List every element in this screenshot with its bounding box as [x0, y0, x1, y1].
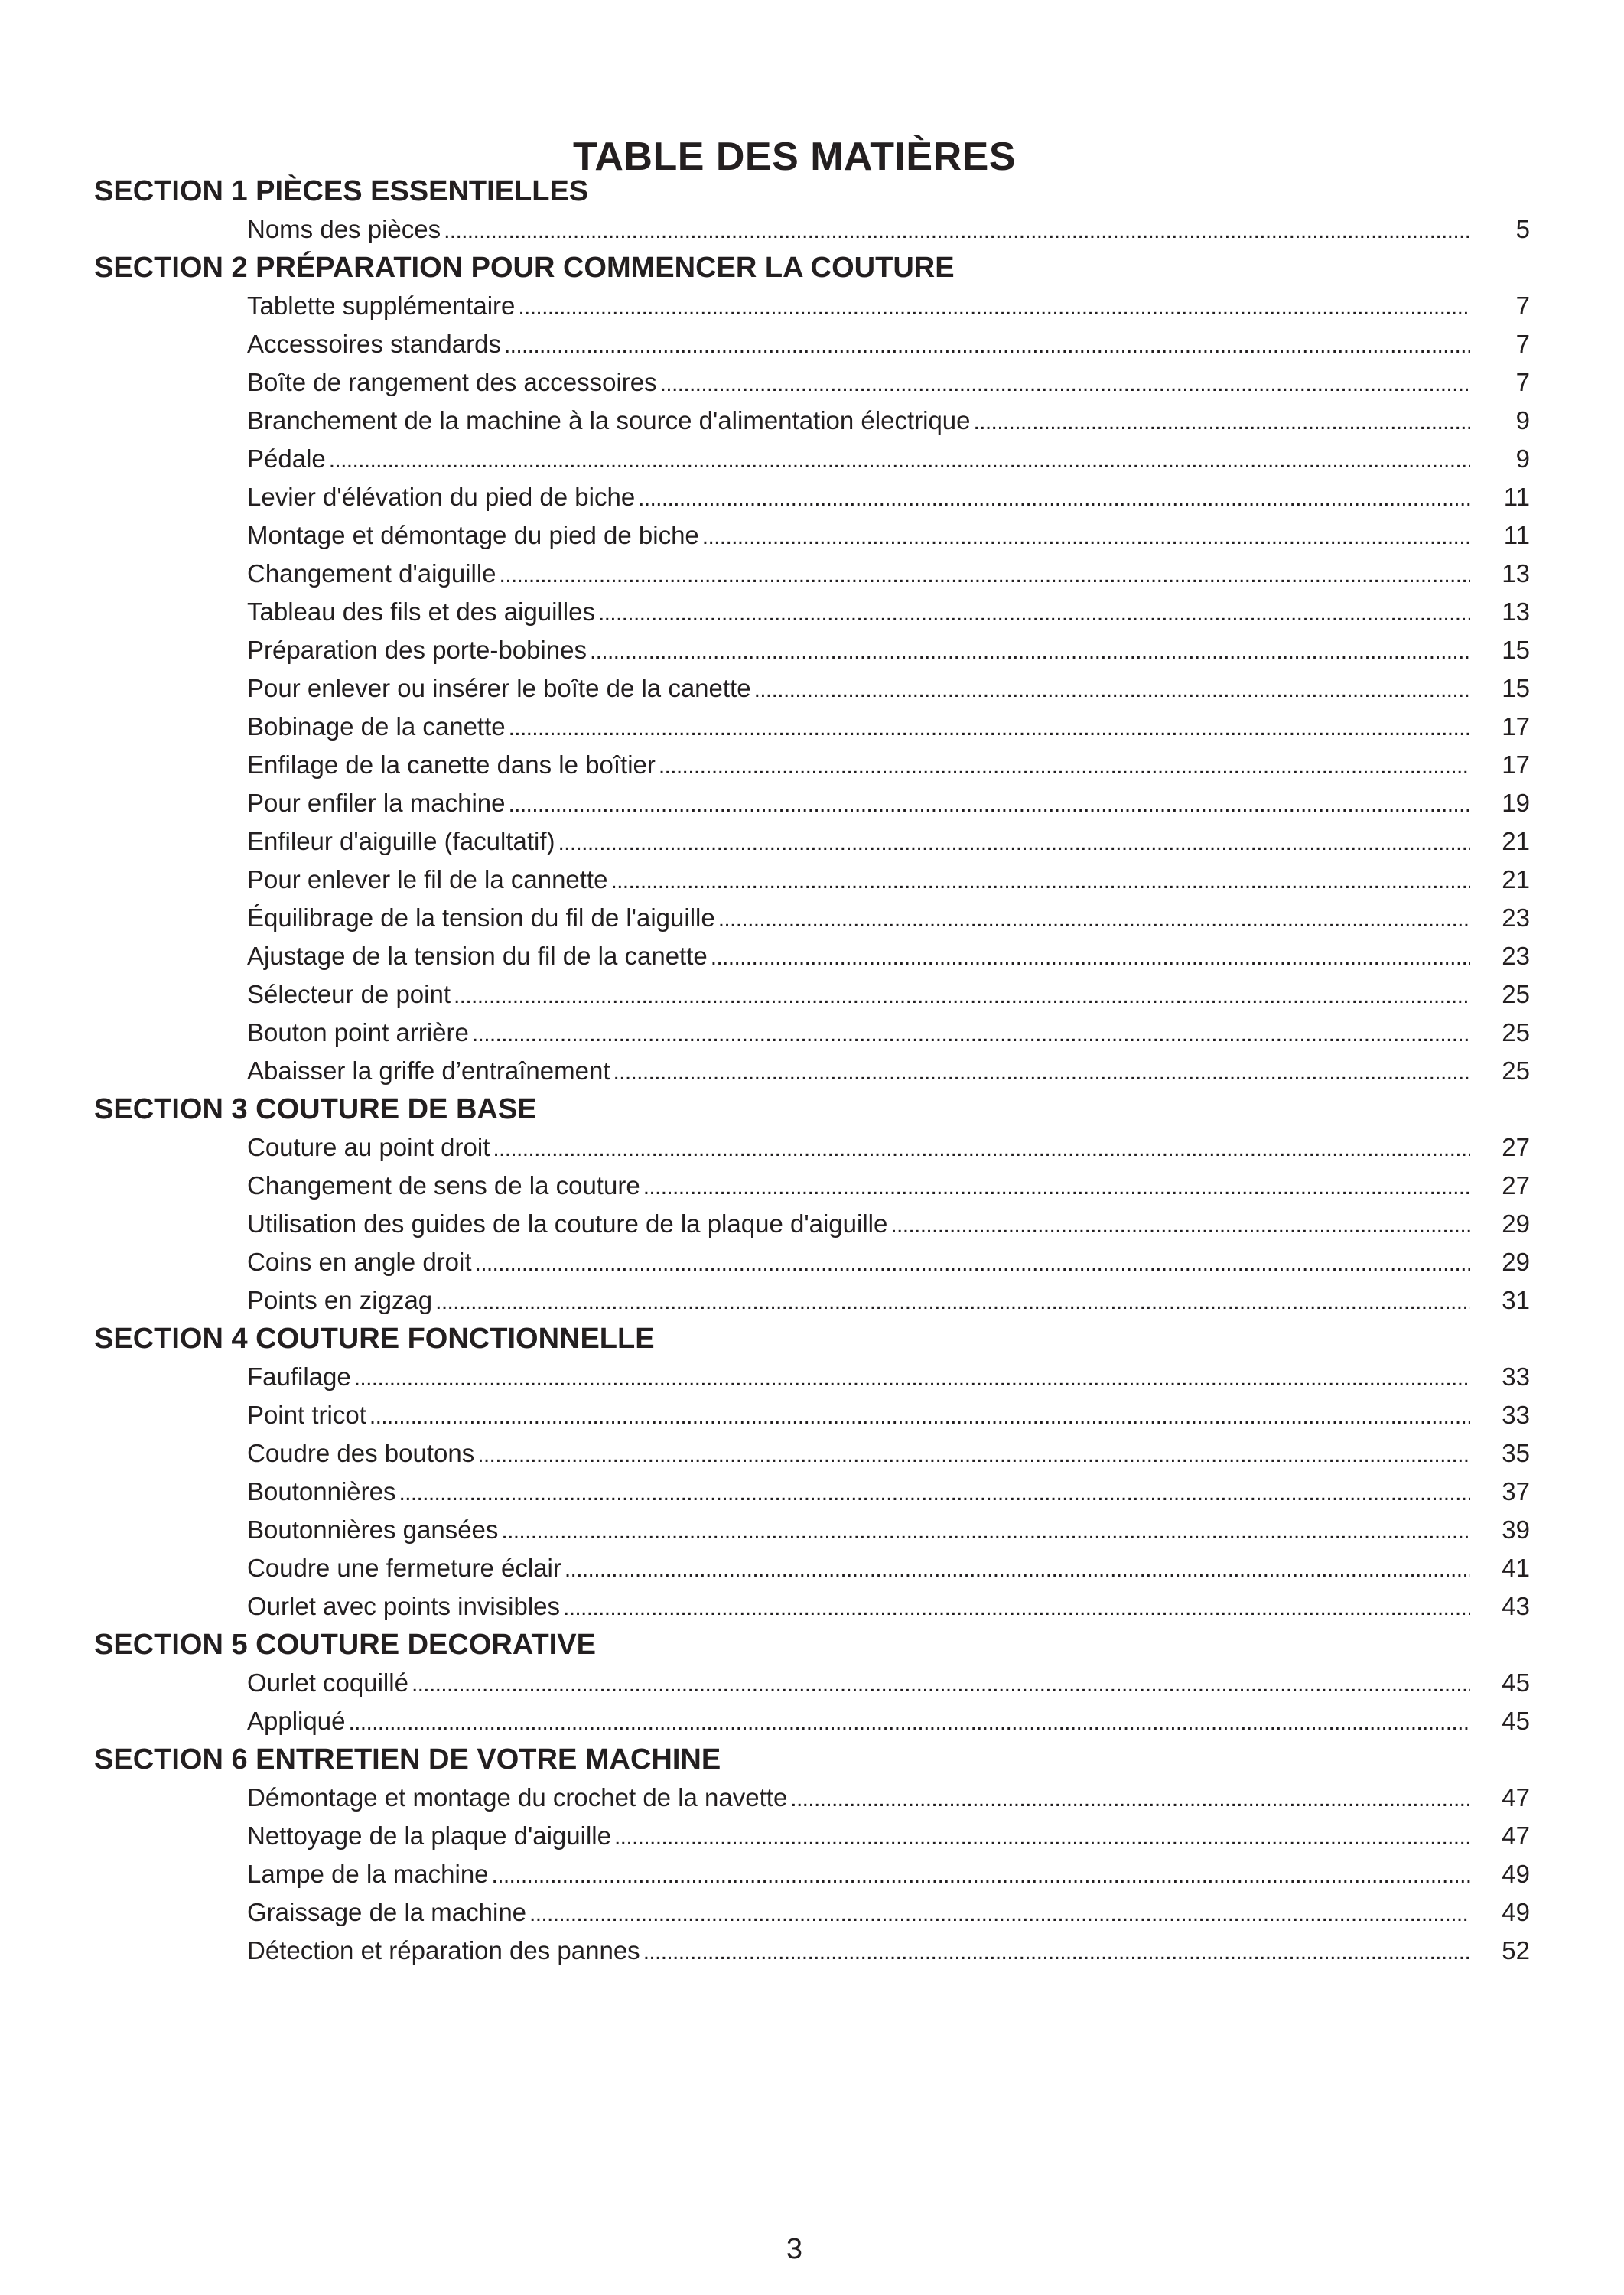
toc-entry-title: Enfileur d'aiguille (facultatif) — [247, 827, 555, 855]
dot-leader — [890, 1205, 1470, 1243]
dot-leader — [509, 708, 1470, 746]
toc-entry-title: Couture au point droit — [247, 1133, 490, 1161]
toc-entry-page: 52 — [1502, 1936, 1530, 1965]
toc-section — [94, 1626, 1530, 1740]
toc-entry-page: 37 — [1502, 1477, 1530, 1506]
toc-entry-page: 25 — [1502, 1056, 1530, 1085]
dot-leader — [444, 210, 1470, 249]
dot-leader — [500, 555, 1470, 593]
dot-leader — [614, 1817, 1470, 1855]
toc-entry — [247, 708, 1530, 746]
dot-leader — [590, 631, 1470, 669]
toc-entry — [247, 1014, 1530, 1052]
toc-entry-page: 29 — [1502, 1209, 1530, 1238]
toc-entry-page: 47 — [1502, 1821, 1530, 1850]
toc-entry-title: Faufilage — [247, 1362, 351, 1391]
toc-entry-page: 23 — [1502, 903, 1530, 932]
toc-entry — [247, 210, 1530, 249]
toc-entry-page: 13 — [1502, 597, 1530, 626]
dot-leader — [472, 1014, 1470, 1052]
toc-entry-page: 9 — [1515, 444, 1530, 473]
toc-entry-title: Coudre une fermeture éclair — [247, 1554, 561, 1582]
toc-entry-page: 5 — [1515, 215, 1530, 243]
dot-leader — [329, 440, 1470, 478]
toc-entry — [247, 861, 1530, 899]
toc-entry-title: Changement de sens de la couture — [247, 1171, 640, 1200]
toc-entry — [247, 899, 1530, 937]
dot-leader — [435, 1281, 1470, 1320]
toc-entry-page: 15 — [1502, 636, 1530, 664]
toc-entry-title: Accessoires standards — [247, 330, 501, 358]
dot-leader — [563, 1587, 1470, 1626]
dot-leader — [493, 1128, 1470, 1167]
toc-entry — [247, 1358, 1530, 1396]
toc-entry — [247, 1587, 1530, 1626]
toc-entry — [247, 1511, 1530, 1549]
toc-entry-title: Pour enlever ou insérer le boîte de la canette — [247, 674, 751, 702]
toc-entry — [247, 1205, 1530, 1243]
toc-entry — [247, 669, 1530, 708]
toc-section — [94, 249, 1530, 1090]
toc-entry-title: Lampe de la machine — [247, 1860, 489, 1888]
toc-entry-title: Utilisation des guides de la couture de la plaque d'aiguille — [247, 1209, 888, 1238]
dot-leader — [454, 975, 1470, 1014]
toc-entry-title: Levier d'élévation du pied de biche — [247, 483, 636, 511]
toc-entry-title: Coudre des boutons — [247, 1439, 475, 1467]
dot-leader — [598, 593, 1470, 631]
toc-entry-page: 45 — [1502, 1668, 1530, 1697]
dot-leader — [558, 822, 1471, 861]
dot-leader — [492, 1855, 1470, 1893]
toc-entry — [247, 937, 1530, 975]
toc-entry — [247, 1549, 1530, 1587]
toc-entry-page: 7 — [1515, 330, 1530, 358]
toc-entry-page: 47 — [1502, 1783, 1530, 1812]
dot-leader — [354, 1358, 1470, 1396]
toc-entry — [247, 631, 1530, 669]
dot-leader — [348, 1702, 1470, 1740]
toc-entry — [247, 1396, 1530, 1434]
toc-entry-page: 43 — [1502, 1592, 1530, 1620]
dot-leader — [565, 1549, 1470, 1587]
toc-entry-page: 13 — [1502, 559, 1530, 588]
dot-leader — [638, 478, 1470, 516]
toc-entry — [247, 1932, 1530, 1970]
dot-leader — [501, 1511, 1470, 1549]
toc-entry — [247, 1434, 1530, 1473]
toc-entry-title: Ourlet coquillé — [247, 1668, 408, 1697]
toc-entry — [247, 555, 1530, 593]
toc-entry-page: 21 — [1502, 827, 1530, 855]
toc-entry-title: Point tricot — [247, 1401, 366, 1429]
toc-entry-title: Ourlet avec points invisibles — [247, 1592, 561, 1620]
toc-entry — [247, 1779, 1530, 1817]
toc-entry — [247, 1128, 1530, 1167]
toc-entry-title: Détection et réparation des pannes — [247, 1936, 640, 1965]
dot-leader — [369, 1396, 1470, 1434]
dot-leader — [754, 669, 1470, 708]
toc-entry-page: 33 — [1502, 1401, 1530, 1429]
toc-entry-page: 49 — [1502, 1860, 1530, 1888]
toc-entry-title: Enfilage de la canette dans le boîtier — [247, 750, 656, 779]
toc-entry-title: Pour enfiler la machine — [247, 789, 506, 817]
toc-entry — [247, 325, 1530, 363]
dot-leader — [399, 1473, 1470, 1511]
dot-leader — [660, 363, 1470, 402]
toc-entry — [247, 363, 1530, 402]
section-heading: SECTION 5 COUTURE DECORATIVE — [94, 1629, 596, 1661]
toc-entry-page: 7 — [1515, 291, 1530, 320]
toc-entry-page: 23 — [1502, 942, 1530, 970]
toc-entry — [247, 478, 1530, 516]
toc-entry-page: 39 — [1502, 1515, 1530, 1544]
dot-leader — [475, 1243, 1470, 1281]
toc-entry-title: Démontage et montage du crochet de la navette — [247, 1783, 788, 1812]
toc-entry-page: 25 — [1502, 980, 1530, 1008]
dot-leader — [790, 1779, 1470, 1817]
toc-entry-page: 49 — [1502, 1898, 1530, 1926]
toc-entry-title: Nettoyage de la plaque d'aiguille — [247, 1821, 611, 1850]
toc-entry-title: Équilibrage de la tension du fil de l'aiguille — [247, 903, 715, 932]
dot-leader — [974, 402, 1470, 440]
toc-entry-title: Bouton point arrière — [247, 1018, 469, 1047]
toc-section — [94, 1090, 1530, 1320]
page-title: TABLE DES MATIÈRES — [572, 134, 1017, 179]
toc-entry-page: 45 — [1502, 1707, 1530, 1735]
dot-leader — [518, 287, 1470, 325]
section-heading: SECTION 2 PRÉPARATION POUR COMMENCER LA COUTURE — [94, 252, 955, 284]
section-heading: SECTION 1 PIÈCES ESSENTIELLES — [94, 175, 589, 207]
toc-entry — [247, 1893, 1530, 1932]
toc-entry-page: 21 — [1502, 865, 1530, 894]
toc-entry — [247, 1167, 1530, 1205]
section-heading: SECTION 6 ENTRETIEN DE VOTRE MACHINE — [94, 1743, 721, 1776]
toc-entry — [247, 975, 1530, 1014]
page-number: 3 — [786, 2233, 803, 2265]
toc-entry-page: 7 — [1515, 368, 1530, 396]
toc-entry — [247, 784, 1530, 822]
toc-entry — [247, 440, 1530, 478]
dot-leader — [610, 861, 1470, 899]
toc-entry-title: Coins en angle droit — [247, 1248, 472, 1276]
toc-entry-title: Montage et démontage du pied de biche — [247, 521, 699, 549]
toc-entry-title: Appliqué — [247, 1707, 346, 1735]
toc-section — [94, 1320, 1530, 1626]
toc-entry — [247, 822, 1530, 861]
toc-entry-title: Points en zigzag — [247, 1286, 433, 1314]
toc-entry — [247, 1817, 1530, 1855]
toc-entry — [247, 516, 1530, 555]
toc-entry-page: 11 — [1503, 483, 1530, 511]
toc-entry-title: Boutonnières — [247, 1477, 396, 1506]
toc-entry-title: Abaisser la griffe d’entraînement — [247, 1056, 610, 1085]
toc-entry-title: Noms des pièces — [247, 215, 441, 243]
toc-entry-title: Pédale — [247, 444, 326, 473]
toc-entry — [247, 1281, 1530, 1320]
toc-entry-title: Sélecteur de point — [247, 980, 451, 1008]
dot-leader — [504, 325, 1470, 363]
toc-entry — [247, 746, 1530, 784]
dot-leader — [718, 899, 1470, 937]
dot-leader — [613, 1052, 1471, 1090]
toc-entry-page: 29 — [1502, 1248, 1530, 1276]
dot-leader — [529, 1893, 1470, 1932]
toc-entry-page: 25 — [1502, 1018, 1530, 1047]
toc-entry-title: Tablette supplémentaire — [247, 291, 516, 320]
dot-leader — [659, 746, 1470, 784]
toc-entry-page: 35 — [1502, 1439, 1530, 1467]
toc-entry — [247, 402, 1530, 440]
toc-entry-title: Changement d'aiguille — [247, 559, 496, 588]
toc-entry — [247, 1243, 1530, 1281]
toc-entry — [247, 1052, 1530, 1090]
toc-entry-page: 41 — [1502, 1554, 1530, 1582]
toc-entry-page: 31 — [1502, 1286, 1530, 1314]
toc-entry-page: 15 — [1502, 674, 1530, 702]
toc-entry-title: Bobinage de la canette — [247, 712, 506, 741]
toc-entry — [247, 287, 1530, 325]
toc-entry-page: 19 — [1502, 789, 1530, 817]
toc-entry — [247, 1664, 1530, 1702]
dot-leader — [643, 1167, 1470, 1205]
table-of-contents — [94, 172, 1530, 1970]
toc-entry-title: Boutonnières gansées — [247, 1515, 499, 1544]
toc-entry-page: 11 — [1503, 521, 1530, 549]
toc-entry-title: Ajustage de la tension du fil de la canette — [247, 942, 708, 970]
dot-leader — [702, 516, 1470, 555]
toc-entry — [247, 593, 1530, 631]
toc-entry-title: Préparation des porte-bobines — [247, 636, 587, 664]
toc-entry-page: 27 — [1502, 1133, 1530, 1161]
toc-entry-title: Tableau des fils et des aiguilles — [247, 597, 595, 626]
toc-entry-page: 17 — [1502, 750, 1530, 779]
toc-entry — [247, 1855, 1530, 1893]
toc-entry-page: 17 — [1502, 712, 1530, 741]
toc-section — [94, 1740, 1530, 1970]
toc-entry-title: Graissage de la machine — [247, 1898, 527, 1926]
dot-leader — [412, 1664, 1470, 1702]
toc-entry-title: Pour enlever le fil de la cannette — [247, 865, 608, 894]
toc-section — [94, 172, 1530, 249]
dot-leader — [509, 784, 1470, 822]
toc-entry — [247, 1702, 1530, 1740]
toc-entry-page: 27 — [1502, 1171, 1530, 1200]
toc-entry-page: 9 — [1515, 406, 1530, 435]
section-heading: SECTION 3 COUTURE DE BASE — [94, 1093, 537, 1125]
toc-entry-title: Branchement de la machine à la source d'alimentation électrique — [247, 406, 971, 435]
dot-leader — [643, 1932, 1470, 1970]
section-heading: SECTION 4 COUTURE FONCTIONNELLE — [94, 1323, 655, 1355]
toc-entry-title: Boîte de rangement des accessoires — [247, 368, 657, 396]
dot-leader — [477, 1434, 1470, 1473]
dot-leader — [711, 937, 1470, 975]
toc-entry-page: 33 — [1502, 1362, 1530, 1391]
toc-entry — [247, 1473, 1530, 1511]
